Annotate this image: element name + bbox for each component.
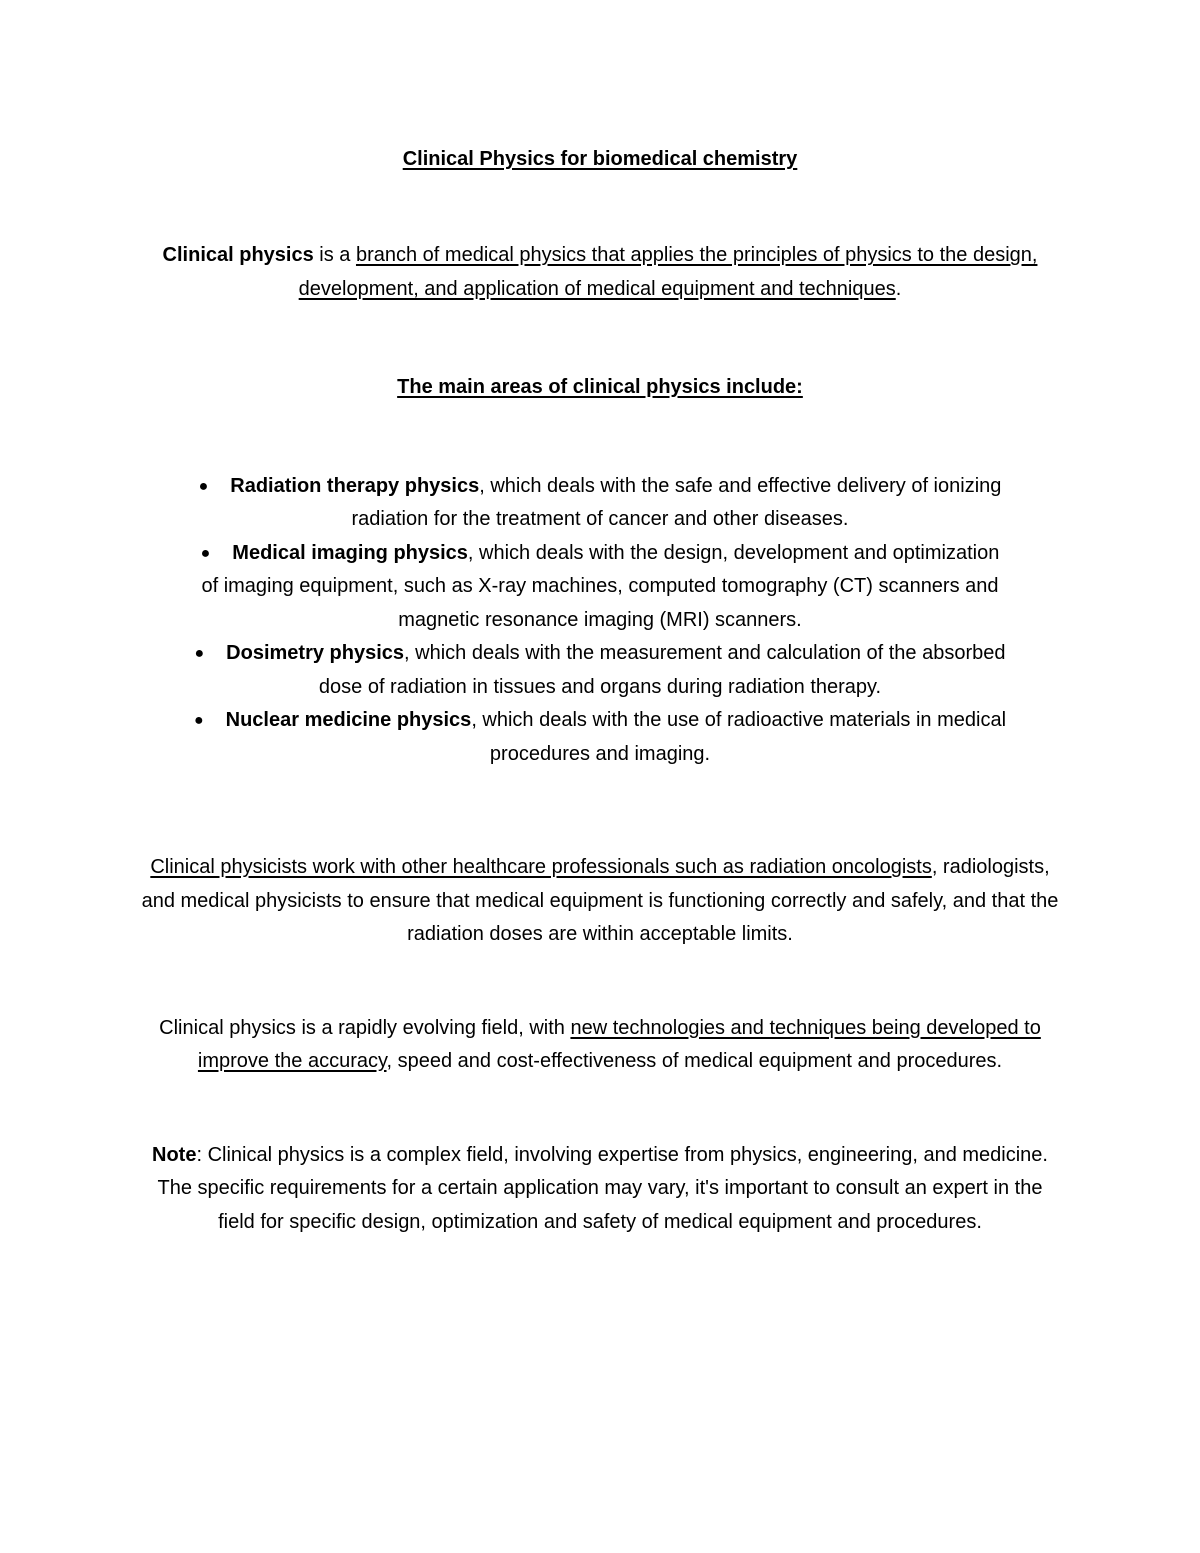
evolving-paragraph xyxy=(140,1012,1060,1079)
areas-heading: The main areas of clinical physics include: xyxy=(397,376,803,398)
area-description: , which deals with the use of radioactive materials in medical procedures and imaging. xyxy=(471,709,1007,765)
evolving-end: , speed and cost-effectiveness of medical equipment and procedures. xyxy=(386,1050,1003,1072)
area-description: , which deals with the design, development and optimization of imaging equipment, such as X-ray machines, computed tomography (CT) scanners and magnetic resonance imaging (MRI) scanners. xyxy=(201,541,1000,631)
intro-definition: branch of medical physics that applies the principles of physics to the design, development, and application of medical equipment and techniques xyxy=(298,244,1038,300)
collaboration-underlined: Clinical physicists work with other healthcare professionals such as radiation oncologists xyxy=(150,856,932,878)
list-item xyxy=(175,637,1025,704)
bullet-icon: ● xyxy=(194,645,205,662)
note-text: : Clinical physics is a complex field, involving expertise from physics, engineering, and medicine. The specific requirements for a certain application may vary, it's important to consult an expert in the field for specific design, optimization and safety of medical equipment and procedures. xyxy=(157,1143,1048,1233)
area-name: Nuclear medicine physics xyxy=(225,709,472,731)
document-body xyxy=(140,143,1060,1239)
areas-list xyxy=(140,470,1060,772)
area-description: , which deals with the measurement and calculation of the absorbed dose of radiation in tissues and organs during radiation therapy. xyxy=(318,642,1006,698)
intro-end: . xyxy=(895,277,902,300)
bullet-icon: ● xyxy=(198,477,209,495)
intro-connector: is a xyxy=(313,244,356,266)
intro-term: Clinical physics xyxy=(162,244,314,266)
area-name: Medical imaging physics xyxy=(232,541,468,564)
list-item xyxy=(175,470,1025,537)
collaboration-paragraph xyxy=(140,851,1060,952)
area-name: Radiation therapy physics xyxy=(230,474,480,497)
document-title: Clinical Physics for biomedical chemistry xyxy=(402,148,798,170)
evolving-start: Clinical physics is a rapidly evolving field, with xyxy=(159,1016,571,1039)
list-item xyxy=(175,704,1025,771)
list-item xyxy=(200,537,1000,638)
area-name: Dosimetry physics xyxy=(226,642,405,664)
area-description: , which deals with the safe and effective delivery of ionizing radiation for the treatment of cancer and other diseases. xyxy=(351,474,1002,530)
bullet-icon: ● xyxy=(200,544,211,562)
note-paragraph xyxy=(140,1139,1060,1240)
evolving-underlined: new technologies and techniques being developed to improve the accuracy xyxy=(197,1016,1041,1072)
bullet-icon: ● xyxy=(193,712,204,729)
intro-paragraph xyxy=(140,239,1060,306)
note-label: Note xyxy=(152,1143,197,1166)
collaboration-rest: , radiologists, and medical physicists to ensure that medical equipment is functioning correctly and safely, and that the radiation doses are within acceptable limits. xyxy=(141,856,1059,945)
